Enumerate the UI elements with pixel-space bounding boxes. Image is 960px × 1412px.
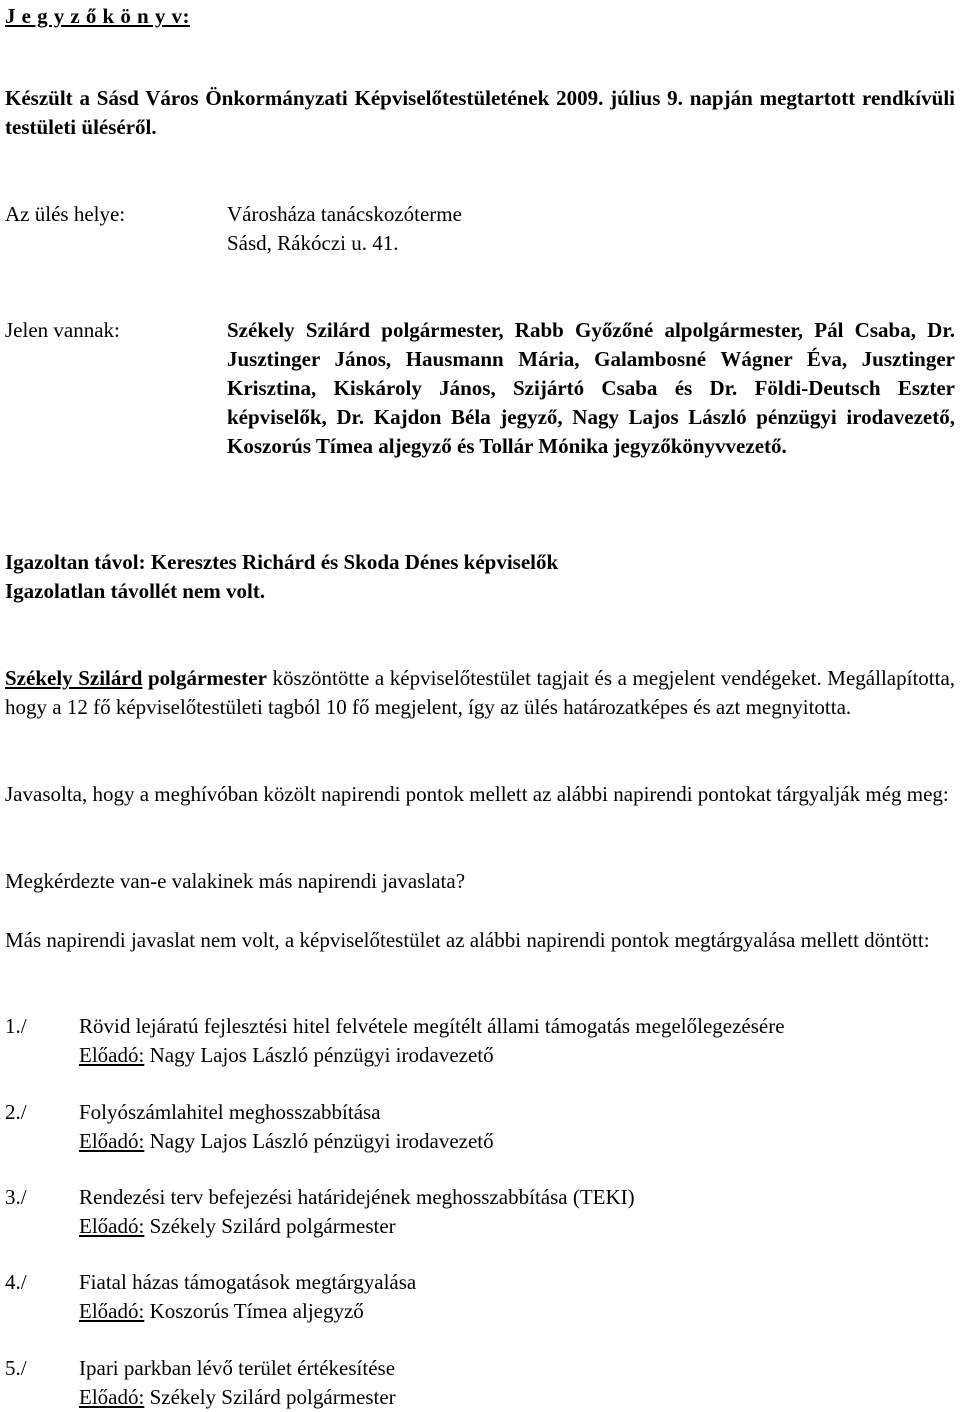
- agenda-body: [79, 1268, 955, 1326]
- agenda-number: 1./: [5, 1014, 27, 1038]
- agenda-presenter-line: [79, 1127, 955, 1156]
- agenda-number: 4./: [5, 1270, 27, 1294]
- presenter-name: Székely Szilárd polgármester: [149, 1214, 396, 1238]
- location-value: [227, 200, 955, 258]
- location-label: Az ülés helye:: [5, 202, 126, 226]
- presenter-name: Székely Szilárd polgármester: [149, 1385, 396, 1409]
- agenda-title: Ipari parkban lévő terület értékesítése: [79, 1356, 396, 1380]
- agenda-number: 3./: [5, 1185, 27, 1209]
- agenda-title: Rövid lejáratú fejlesztési hitel felvétele megítélt állami támogatás megelőlegezésére: [79, 1014, 785, 1038]
- presenter-label: Előadó:: [79, 1214, 145, 1238]
- agenda-title: Folyószámlahitel meghosszabbítása: [79, 1100, 381, 1124]
- question-paragraph: Megkérdezte van-e valakinek más napirendi javaslata?: [5, 869, 466, 893]
- agenda-presenter-line: [79, 1383, 955, 1412]
- agenda-number: 5./: [5, 1356, 27, 1380]
- agenda-body: [79, 1183, 955, 1241]
- agenda-presenter-line: [79, 1041, 955, 1070]
- intro-paragraph: Készült a Sásd Város Önkormányzati Képviselőtestületének 2009. július 9. napján megtartott rendkívüli testületi üléséről.: [5, 86, 955, 139]
- decision-paragraph: Más napirendi javaslat nem volt, a képviselőtestület az alábbi napirendi pontok megtárgyalása mellett döntött:: [5, 928, 930, 952]
- presenter-name: Nagy Lajos László pénzügyi irodavezető: [149, 1043, 494, 1067]
- opening-paragraph: [5, 664, 955, 722]
- proposal-paragraph: Javasolta, hogy a meghívóban közölt napirendi pontok mellett az alábbi napirendi pontokat tárgyalják még meg:: [5, 782, 949, 806]
- agenda-title: Rendezési terv befejezési határidejének meghosszabbítása (TEKI): [79, 1185, 635, 1209]
- presenter-label: Előadó:: [79, 1043, 145, 1067]
- presenter-name: Koszorús Tímea aljegyző: [149, 1299, 364, 1323]
- agenda-presenter-line: [79, 1297, 955, 1326]
- location-line-2: Sásd, Rákóczi u. 41.: [227, 231, 399, 255]
- document-title: J e g y z ő k ö n y v:: [5, 4, 190, 28]
- opening-text: köszöntötte a képviselőtestület tagjait és a megjelent vendégeket. Megállapította, hogy a 12 fő képviselőtestületi tagból 10 fő megjelent, így az ülés határozatképes és azt megnyitotta.: [5, 666, 956, 719]
- presenter-name: Nagy Lajos László pénzügyi irodavezető: [149, 1129, 494, 1153]
- excused-absence: Igazoltan távol: Keresztes Richárd és Skoda Dénes képviselők: [5, 550, 559, 574]
- absences: [5, 548, 955, 606]
- presenter-label: Előadó:: [79, 1299, 145, 1323]
- meeting-location: [5, 200, 955, 258]
- attendees-list: Székely Szilárd polgármester, Rabb Győzőné alpolgármester, Pál Csaba, Dr. Jusztinger János, Hausmann Mária, Galambosné Wágner Éva, Jusztinger Krisztina, Kiskároly János, Szijártó Csaba és Dr. Földi-Deutsch Eszter képviselők, Dr. Kajdon Béla jegyző, Nagy Lajos László pénzügyi irodavezető, Koszorús Tímea aljegyző és Tollár Mónika jegyzőkönyvvezető.: [227, 318, 955, 458]
- agenda-title: Fiatal házas támogatások megtárgyalása: [79, 1270, 417, 1294]
- attendees-label: Jelen vannak:: [5, 318, 120, 342]
- presenter-label: Előadó:: [79, 1385, 145, 1409]
- agenda-body: [79, 1098, 955, 1156]
- location-line-1: Városháza tanácskozóterme: [227, 202, 462, 226]
- mayor-name: Székely Szilárd: [5, 666, 143, 690]
- presenter-label: Előadó:: [79, 1129, 145, 1153]
- unexcused-absence: Igazolatlan távollét nem volt.: [5, 579, 266, 603]
- agenda-presenter-line: [79, 1212, 955, 1241]
- agenda-number: 2./: [5, 1100, 27, 1124]
- agenda-body: [79, 1012, 955, 1070]
- agenda-body: [79, 1354, 955, 1412]
- mayor-role: polgármester: [147, 666, 267, 690]
